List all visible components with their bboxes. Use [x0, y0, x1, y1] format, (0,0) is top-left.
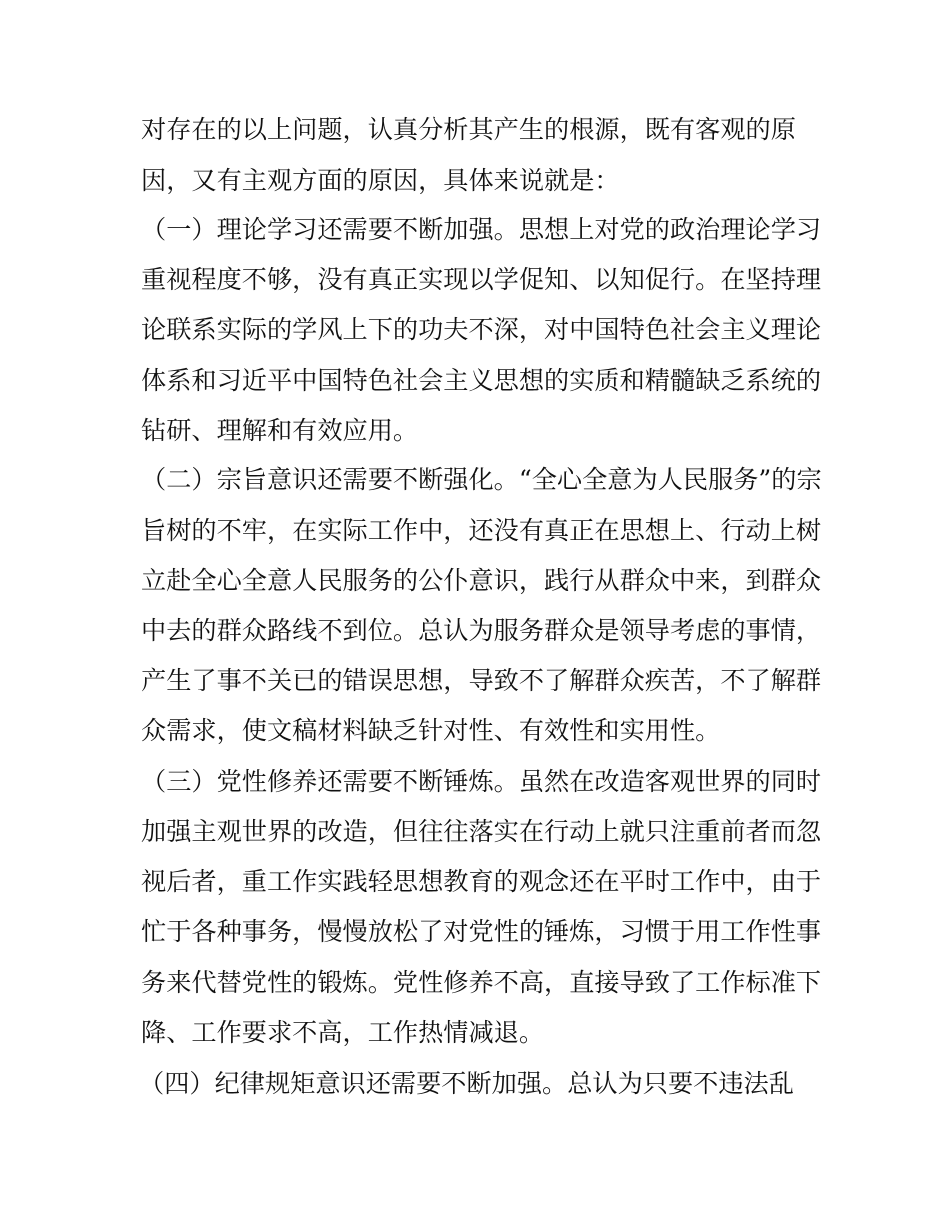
- text-line: 务来代替党性的锻炼。党性修养不高，直接导致了工作标准下: [141, 968, 822, 997]
- text-line: 忙于各种事务，慢慢放松了对党性的锤炼，习惯于用工作性事: [141, 917, 822, 946]
- text-line: 论联系实际的学风上下的功夫不深，对中国特色社会主义理论: [141, 315, 822, 344]
- text-line: （三）党性修养还需要不断锤炼。虽然在改造客观世界的同时: [141, 767, 822, 796]
- text-line: （一）理论学习还需要不断加强。思想上对党的政治理论学习: [141, 215, 822, 244]
- text-line: 旨树的不牢，在实际工作中，还没有真正在思想上、行动上树: [141, 516, 822, 545]
- text-line: （四）纪律规矩意识还需要不断加强。总认为只要不违法乱: [139, 1069, 794, 1098]
- text-line: 因，又有主观方面的原因，具体来说就是：: [141, 166, 620, 195]
- text-line: 立赴全心全意人民服务的公仆意识，践行从群众中来，到群众: [141, 566, 822, 595]
- text-line: 加强主观世界的改造，但往往落实在行动上就只注重前者而忽: [141, 817, 822, 846]
- text-line: 对存在的以上问题，认真分析其产生的根源，既有客观的原: [141, 115, 796, 144]
- text-line: 降、工作要求不高，工作热情减退。: [141, 1018, 544, 1047]
- text-line: 钻研、理解和有效应用。: [141, 416, 419, 445]
- text-line: 众需求，使文稿材料缺乏针对性、有效性和实用性。: [141, 716, 721, 745]
- text-line: （二）宗旨意识还需要不断强化。“全心全意为人民服务”的宗: [141, 465, 822, 494]
- text-line: 产生了事不关已的错误思想，导致不了解群众疾苦，不了解群: [141, 666, 822, 695]
- text-line: 视后者，重工作实践轻思想教育的观念还在平时工作中，由于: [141, 867, 822, 896]
- text-line: 体系和习近平中国特色社会主义思想的实质和精髓缺乏系统的: [141, 366, 822, 395]
- text-line: 重视程度不够，没有真正实现以学促知、以知促行。在坚持理: [141, 265, 822, 294]
- text-line: 中去的群众路线不到位。总认为服务群众是领导考虑的事情，: [141, 616, 822, 645]
